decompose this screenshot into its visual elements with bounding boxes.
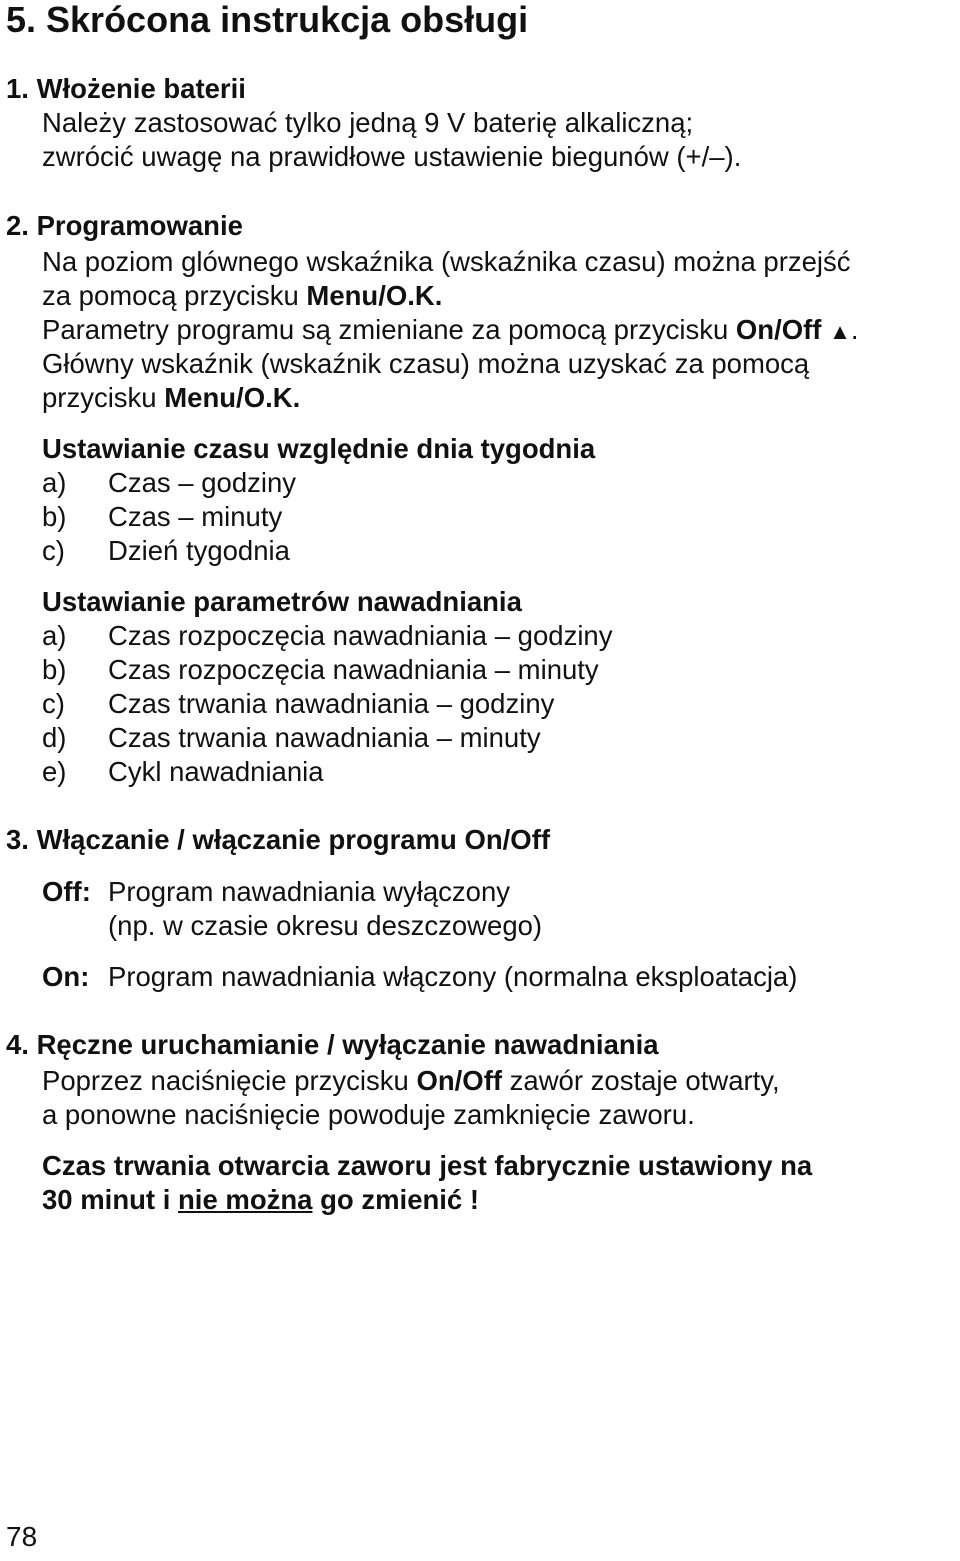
- off-label: Off:: [42, 876, 91, 907]
- section2-heading: 2. Programowanie: [6, 210, 243, 241]
- section4-line: a ponowne naciśnięcie powoduje zamknięcie zaworu.: [42, 1099, 695, 1130]
- off-description: Program nawadniania wyłączony: [108, 876, 511, 907]
- on-off-key: On/Off: [735, 314, 822, 345]
- page-title: 5. Skrócona instrukcja obsługi: [6, 0, 529, 40]
- off-description: (np. w czasie okresu deszczowego): [108, 910, 543, 941]
- on-label: On:: [42, 961, 90, 992]
- list-item: Czas – godziny: [108, 467, 297, 498]
- section2-line: Na poziom glównego wskaźnika (wskaźnika czasu) można przejść: [42, 246, 851, 277]
- on-off-key: On/Off: [416, 1065, 503, 1096]
- list-item-label: b): [42, 654, 67, 685]
- section4-line: Poprzez naciśnięcie przycisku On/Off zawór zostaje otwarty,: [42, 1065, 780, 1096]
- section1-heading: 1. Włożenie baterii: [6, 73, 246, 104]
- list-item-label: a): [42, 467, 67, 498]
- underlined-emphasis: nie można: [178, 1184, 313, 1215]
- list-item: Czas rozpoczęcia nawadniania – minuty: [108, 654, 599, 685]
- section2-line: przycisku Menu/O.K.: [42, 382, 301, 413]
- section4-heading: 4. Ręczne uruchamianie / wyłączanie nawadniania: [6, 1029, 659, 1060]
- menu-ok-key: Menu/O.K.: [306, 280, 443, 311]
- section4-note: Czas trwania otwarcia zaworu jest fabrycznie ustawiony na: [42, 1150, 813, 1181]
- time-settings-heading: Ustawianie czasu względnie dnia tygodnia: [42, 433, 596, 464]
- list-item-label: a): [42, 620, 67, 651]
- list-item: Czas trwania nawadniania – minuty: [108, 722, 541, 753]
- list-item: Dzień tygodnia: [108, 535, 290, 566]
- list-item: Czas – minuty: [108, 501, 283, 532]
- list-item-label: c): [42, 688, 65, 719]
- section1-line: zwrócić uwagę na prawidłowe ustawienie biegunów (+/–).: [42, 141, 742, 172]
- up-arrow-icon: ▲: [829, 319, 851, 344]
- irrigation-settings-heading: Ustawianie parametrów nawadniania: [42, 586, 522, 617]
- list-item-label: e): [42, 756, 67, 787]
- section3-heading: 3. Włączanie / włączanie programu On/Off: [6, 824, 551, 855]
- on-description: Program nawadniania włączony (normalna eksploatacja): [108, 961, 798, 992]
- menu-ok-key: Menu/O.K.: [164, 382, 301, 413]
- list-item: Czas rozpoczęcia nawadniania – godziny: [108, 620, 613, 651]
- list-item-label: c): [42, 535, 65, 566]
- section1-line: Należy zastosować tylko jedną 9 V baterię alkaliczną;: [42, 107, 694, 138]
- list-item-label: b): [42, 501, 67, 532]
- page-number: 78: [6, 1521, 38, 1552]
- section2-line: Główny wskaźnik (wskaźnik czasu) można uzyskać za pomocą: [42, 348, 810, 379]
- list-item: Cykl nawadniania: [108, 756, 324, 787]
- section2-line: Parametry programu są zmieniane za pomocą przycisku On/Off ▲.: [42, 314, 859, 345]
- list-item: Czas trwania nawadniania – godziny: [108, 688, 555, 719]
- section4-note: 30 minut i nie można go zmienić !: [42, 1184, 480, 1215]
- list-item-label: d): [42, 722, 67, 753]
- section2-line: za pomocą przycisku Menu/O.K.: [42, 280, 443, 311]
